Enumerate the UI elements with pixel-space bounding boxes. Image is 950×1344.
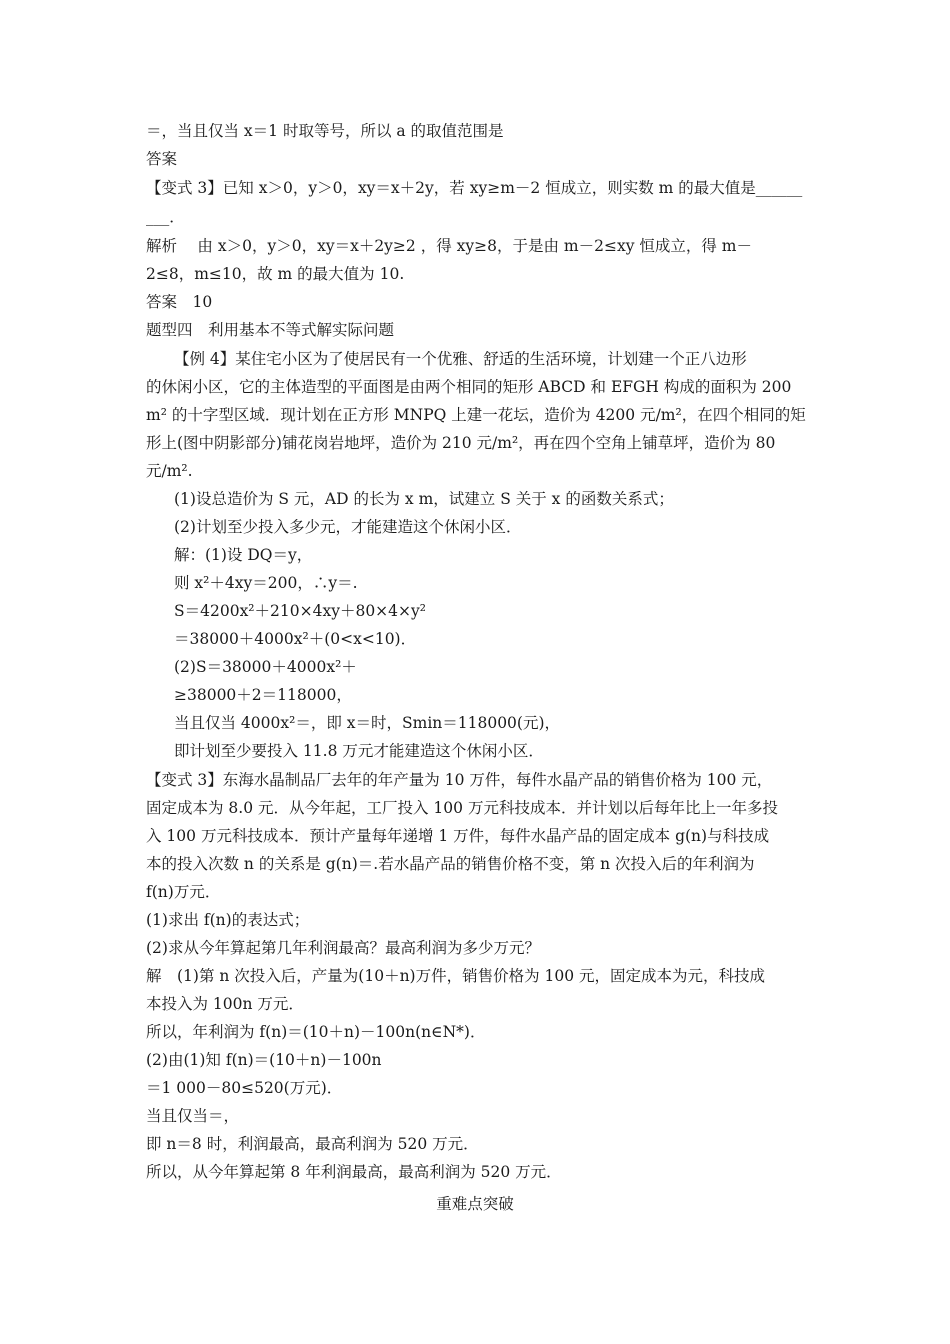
text-line: 形上(图中阴影部分)铺花岗岩地坪，造价为 210 元/m²，再在四个空角上铺草坪，造价为 80 [146,434,776,452]
text-line: (2)由(1)知 f(n)＝(10＋n)－100n [146,1051,382,1069]
text-line: (1)设总造价为 S 元，AD 的长为 x m，试建立 S 关于 x 的函数关系式； [174,490,674,508]
text-line: S＝4200x²＋210×4xy＋80×4×y² [174,602,426,620]
text-line: 本的投入次数 n 的关系是 g(n)＝.若水晶产品的销售价格不变，第 n 次投入后的年利润为 [146,855,755,873]
section-heading: 重难点突破 [436,1195,514,1213]
text-line: 元/m². [146,462,193,480]
text-line: ＝，当且仅当 x＝1 时取等号，所以 a 的取值范围是 [146,122,504,140]
text-line: (2)计划至少投入多少元，才能建造这个休闲小区． [174,518,522,536]
text-line: ≥38000＋2＝118000， [174,686,352,704]
text-line: ＝1 000－80≤520(万元)． [146,1079,343,1097]
section-title: 题型四 利用基本不等式解实际问题 [146,321,395,339]
text-line: ＝38000＋4000x²＋(0<x<10)． [174,630,417,648]
text-line: 即 n＝8 时，利润最高，最高利润为 520 万元． [146,1135,479,1153]
text-line: 固定成本为 8.0 元．从今年起，工厂投入 100 万元科技成本．并计划以后每年比上一年多投 [146,799,778,817]
text-line: f(n)万元． [146,883,221,901]
text-line: 当且仅当 4000x²＝，即 x＝时，Smin＝118000(元)， [174,714,561,732]
text-line: 解：(1)设 DQ＝y， [174,546,313,564]
text-line: 本投入为 100n 万元． [146,995,304,1013]
text-line: ___． [146,208,185,226]
answer-line: 答案 10 [146,293,213,311]
text-line: 【变式 3】东海水晶制品厂去年的年产量为 10 万件，每件水晶产品的销售价格为 100 元， [146,771,773,789]
answer-label: 答案 [146,150,178,168]
text-line: 所以，年利润为 f(n)＝(10＋n)－100n(n∈N*)． [146,1023,486,1041]
text-line: 解 (1)第 n 次投入后，产量为(10＋n)万件，销售价格为 100 元，固定成本为元，科技成 [146,967,766,985]
text-line: 即计划至少要投入 11.8 万元才能建造这个休闲小区． [174,742,544,760]
text-line: m² 的十字型区域．现计划在正方形 MNPQ 上建一花坛，造价为 4200 元/m²，在四个相同的矩 [146,406,806,424]
text-line: (2)求从今年算起第几年利润最高？最高利润为多少万元？ [146,939,540,957]
text-line: 所以，从今年算起第 8 年利润最高，最高利润为 520 万元． [146,1163,562,1181]
text-line: 解析 由 x＞0，y＞0，xy＝x＋2y≥2 ，得 xy≥8，于是由 m－2≤xy 恒成立，得 m－ [146,237,753,255]
text-line: (2)S＝38000＋4000x²＋ [174,658,357,676]
text-line: 【变式 3】已知 x＞0，y＞0，xy＝x＋2y，若 xy≥m－2 恒成立，则实数 m 的最大值是______ [146,179,803,197]
text-line: 则 x²＋4xy＝200，∴y＝. [174,574,358,592]
text-line: 入 100 万元科技成本．预计产量每年递增 1 万件，每件水晶产品的固定成本 g(n)与科技成 [146,827,770,845]
text-line: 当且仅当＝， [146,1107,240,1125]
text-line: 的休闲小区，它的主体造型的平面图是由两个相同的矩形 ABCD 和 EFGH 构成的面积为 200 [146,378,792,396]
text-line: (1)求出 f(n)的表达式； [146,911,310,929]
text-line: 【例 4】某住宅小区为了使居民有一个优雅、舒适的生活环境，计划建一个正八边形 [174,350,747,368]
text-line: 2≤8，m≤10，故 m 的最大值为 10. [146,265,405,283]
